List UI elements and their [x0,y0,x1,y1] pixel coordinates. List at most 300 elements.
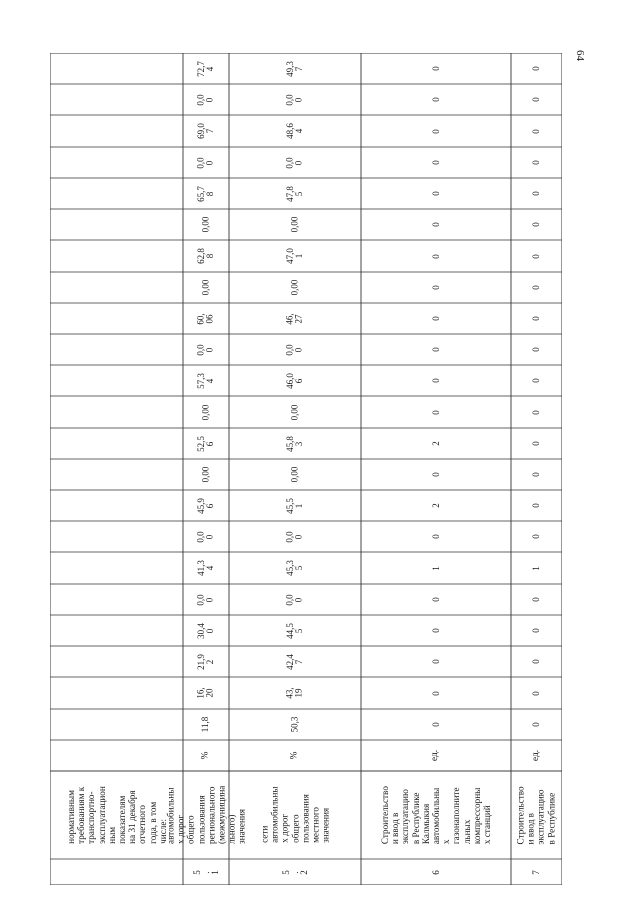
value-cell [229,615,361,646]
text-line: 5 [294,628,304,633]
text-line: общего [185,815,196,845]
page-number: 64 [574,50,586,61]
value-cell [361,490,511,521]
cell-text [197,123,215,139]
value-cell [50,396,183,428]
value-cell [361,115,511,147]
text-line: показателям [116,795,127,844]
row-number [511,859,562,885]
value-cell [183,365,229,396]
cell-text [259,787,330,843]
text-line: автомобильны [430,787,441,845]
text-line: 0 [430,472,441,477]
value-cell [361,552,511,584]
cell-text [532,659,541,664]
text-line: 46, [285,312,295,325]
value-cell [183,428,229,459]
cell-text [291,404,300,420]
text-line: 45,9 [196,497,206,514]
cell-text [432,222,441,227]
text-line: 0 [430,191,441,196]
value-cell [50,490,183,521]
cell-text [197,313,215,324]
value-cell [50,240,183,272]
cell-text [432,441,441,446]
text-line: эксплуатацию [536,789,547,845]
cell-text [432,597,441,602]
text-line: 50,3 [289,716,300,733]
text-line: на 31 декабря [126,790,137,844]
cell-text [432,691,441,696]
cell-text [286,157,304,168]
text-line: 0 [430,378,441,383]
value-cell [50,209,183,240]
text-line: 0 [531,659,541,664]
row-number [361,859,511,885]
cell-text [516,786,557,844]
cell-text [286,687,304,698]
cell-text [432,378,441,383]
value-cell [511,396,562,428]
cell-text [286,560,304,576]
text-line: х [441,839,452,845]
text-line: 0 [531,628,541,633]
text-line: 62,8 [196,248,206,264]
text-line: 0,00 [289,466,300,483]
text-line: 5 [280,869,291,875]
text-line: 0 [430,222,441,227]
cell-text [286,436,304,452]
cell-text [432,628,441,633]
value-cell [183,646,229,677]
cell-text [286,623,304,639]
value-cell [229,272,361,303]
text-line: 6 [294,378,304,383]
value-cell [361,396,511,428]
text-line: 21,9 [196,653,206,670]
text-line: 1 [209,869,220,875]
text-line: 41,3 [196,560,206,576]
text-line: газонаполните [451,787,462,845]
value-cell [511,53,562,84]
text-line: Строительство [379,785,390,845]
value-cell [229,240,361,272]
data-table [50,53,562,885]
text-line: 45,8 [285,435,295,452]
value-cell [183,178,229,209]
cell-text [432,97,441,102]
value-cell [229,209,361,240]
cell-text [532,378,541,383]
value-cell [50,178,183,209]
text-line: значения [236,809,247,845]
row-name [165,771,247,859]
value-cell [361,272,511,303]
cell-text [193,870,220,875]
text-line: % [200,751,211,760]
cell-text [532,222,541,227]
text-line: 1 [430,565,441,571]
value-cell [50,584,183,615]
text-line: и ввод в [390,812,401,845]
text-line: 1 [531,565,541,571]
text-line: 7 [294,659,304,664]
value-cell [511,428,562,459]
cell-text [432,534,441,539]
text-line: регионального [206,786,216,845]
text-line: 0 [531,191,541,196]
cell-text [197,436,215,452]
value-cell [361,584,511,615]
text-line: автомобильны [165,787,176,845]
cell-text [532,534,541,539]
text-line: пользования [300,794,311,844]
value-cell [50,459,183,490]
text-line: 2 [430,441,441,446]
text-line: 0,00 [200,466,211,483]
cell-text [432,285,441,290]
value-cell [361,53,511,84]
text-line: 0,00 [200,216,211,233]
text-line: 48,6 [285,123,295,139]
value-cell [183,147,229,178]
text-line: и ввод в [526,812,537,845]
cell-text [532,870,541,875]
cell-text [286,594,304,605]
text-line: 6 [205,441,215,446]
value-cell [511,334,562,365]
cell-text [532,191,541,196]
value-cell [229,178,361,209]
cell-text [197,157,215,168]
text-line: 45,5 [285,497,295,514]
value-cell [361,240,511,272]
cell-text [197,248,215,264]
value-cell [511,615,562,646]
text-line: 4 [205,565,215,571]
value-cell [183,709,229,740]
value-cell [511,646,562,677]
cell-text [532,566,541,571]
text-line: пользования [195,795,206,845]
text-line: 72,7 [196,60,206,77]
text-line: в Республике [546,792,557,845]
cell-text [197,687,215,698]
text-line: льных [461,819,472,845]
text-line: 0 [531,597,541,602]
text-line: 0 [531,222,541,227]
text-line: 0 [205,160,215,165]
value-cell [511,365,562,396]
cell-text [532,691,541,696]
value-cell [183,53,229,84]
value-cell [50,272,183,303]
cell-text [197,94,215,105]
text-line: 0 [531,128,541,134]
text-line: отчетного [136,804,147,844]
value-cell [361,521,511,552]
row-unit [50,740,183,771]
text-line: 0 [294,160,304,165]
value-cell [183,334,229,365]
cell-text [286,498,304,514]
value-cell [50,646,183,677]
text-line: 0 [531,285,541,290]
row-unit [511,740,562,771]
value-cell [50,521,183,552]
value-cell [511,115,562,147]
value-cell [229,428,361,459]
value-cell [183,615,229,646]
value-cell [229,584,361,615]
value-cell [229,53,361,84]
text-line: 0 [294,534,304,539]
text-line: 0 [531,316,541,321]
value-cell [50,334,183,365]
value-cell [183,272,229,303]
text-line: 43, [285,687,295,699]
text-line: компрессорны [471,787,482,845]
cell-text [432,410,441,415]
value-cell [229,334,361,365]
value-cell [183,303,229,334]
cell-text [532,597,541,602]
text-line: эксплуатацион [96,786,107,844]
cell-text [432,750,441,761]
value-cell [183,209,229,240]
value-cell [361,178,511,209]
cell-text [432,659,441,664]
value-cell [229,521,361,552]
cell-text [432,870,441,875]
text-line: Калмыкия [420,803,431,845]
cell-text [286,344,304,355]
text-line: 0 [430,628,441,633]
cell-text [197,186,215,202]
cell-text [286,94,304,105]
text-line: . [289,870,300,874]
cell-text [202,217,211,233]
text-line: 0 [430,690,441,696]
value-cell [361,646,511,677]
cell-text [532,628,541,633]
cell-text [197,61,215,77]
cell-text [286,61,304,77]
cell-text [532,285,541,290]
cell-text [532,254,541,259]
text-line: 0,0 [196,156,206,169]
row-unit [229,740,361,771]
text-line: 20 [205,688,215,698]
text-line: нормативным [65,790,76,844]
cell-text [291,280,300,296]
value-cell [361,428,511,459]
cell-text [201,752,210,760]
value-cell [511,84,562,115]
text-line: 19 [294,688,304,698]
text-line: 0 [205,97,215,102]
text-line: . [200,870,211,874]
cell-text [201,717,210,732]
cell-text [65,786,167,844]
text-line: ед. [430,749,441,762]
text-line: года, в том [147,801,158,844]
value-cell [361,209,511,240]
text-line: 47,0 [285,248,295,264]
text-line: 2 [298,869,309,875]
text-line: 4 [294,128,304,134]
text-line: общего [289,814,300,844]
text-line: 0 [430,160,441,165]
value-cell [361,615,511,646]
text-line: 0 [531,690,541,696]
row-name [511,771,562,859]
text-line: 1 [294,253,304,259]
cell-text [532,160,541,165]
value-cell [511,552,562,584]
text-line: 7 [294,66,304,71]
text-line: 0 [294,597,304,602]
text-line: 0,0 [285,593,295,606]
text-line: Строительство [516,785,527,845]
text-line: 0,0 [285,343,295,356]
text-line: 0 [531,160,541,165]
cell-text [532,66,541,71]
text-line: 65,7 [196,185,206,202]
text-line: 4 [205,378,215,383]
value-cell [183,115,229,147]
cell-text [197,498,215,514]
value-cell [229,365,361,396]
value-cell [229,303,361,334]
text-line: 0 [531,97,541,102]
cell-text [532,129,541,134]
text-line: 6 [430,869,441,875]
value-cell [229,646,361,677]
text-line: 3 [294,441,304,446]
cell-text [286,531,304,542]
value-cell [511,459,562,490]
cell-text [282,870,309,875]
text-line: 0 [294,97,304,102]
cell-text [286,313,304,324]
cell-text [286,373,304,389]
value-cell [183,459,229,490]
text-line: 0 [531,722,541,727]
row-unit [183,740,229,771]
cell-text [380,786,492,844]
cell-text [286,123,304,139]
text-line: х дорог [279,814,290,844]
value-cell [50,115,183,147]
cell-text [202,280,211,296]
text-line: 0 [430,128,441,134]
text-line: 0,0 [285,93,295,106]
text-line: (межмуницина [216,785,227,845]
text-line: 0 [430,253,441,259]
value-cell [361,365,511,396]
value-cell [361,147,511,178]
value-cell [361,84,511,115]
text-line: местного [310,807,321,844]
cell-text [532,503,541,508]
value-cell [361,709,511,740]
text-line: 0,0 [196,530,206,543]
text-line: 69,0 [196,123,206,139]
text-line: х станций [481,805,492,845]
value-cell [50,147,183,178]
text-line: 06 [205,314,215,323]
cell-text [432,316,441,321]
text-line: 0 [531,534,541,539]
text-line: 11,8 [200,716,211,733]
value-cell [229,490,361,521]
text-line: 0,0 [196,93,206,106]
text-line: 0 [430,316,441,321]
value-cell [361,459,511,490]
text-line: 7 [205,128,215,134]
text-line: 0,00 [289,216,300,233]
text-line: 0 [531,66,541,71]
text-line: 45,3 [285,560,295,576]
cell-text [532,97,541,102]
text-line: 0,00 [289,404,300,420]
cell-text [432,160,441,165]
text-line: 0 [430,597,441,602]
text-line: 7 [531,869,541,875]
text-line: 0 [430,66,441,71]
cell-text [291,217,300,233]
text-line: 5 [294,565,304,571]
cell-text [290,752,299,760]
text-line: 0 [531,503,541,508]
value-cell [183,584,229,615]
cell-text [432,66,441,71]
text-line: 5 [191,869,202,875]
cell-text [197,560,215,576]
row-number [229,859,361,885]
text-line: 0 [294,347,304,352]
value-cell [50,84,183,115]
value-cell [183,521,229,552]
row-name [361,771,511,859]
text-line: требованиям к [75,786,86,844]
value-cell [361,303,511,334]
cell-text [532,316,541,321]
value-cell [511,677,562,709]
text-line: 0 [531,472,541,477]
cell-text [286,248,304,264]
text-line: 0 [430,347,441,352]
value-cell [183,396,229,428]
cell-text [432,254,441,259]
cell-text [532,347,541,352]
text-line: эксплуатацию [400,789,411,845]
cell-text [291,717,300,733]
cell-text [432,129,441,134]
text-line: 49,3 [285,60,295,77]
cell-text [432,472,441,477]
cell-text [432,191,441,196]
text-line: автомобильны [269,786,280,844]
text-line: 0,0 [285,156,295,169]
value-cell [361,334,511,365]
text-line: 4 [205,66,215,71]
cell-text [202,467,211,483]
cell-text [197,594,215,605]
value-cell [50,709,183,740]
value-cell [511,521,562,552]
